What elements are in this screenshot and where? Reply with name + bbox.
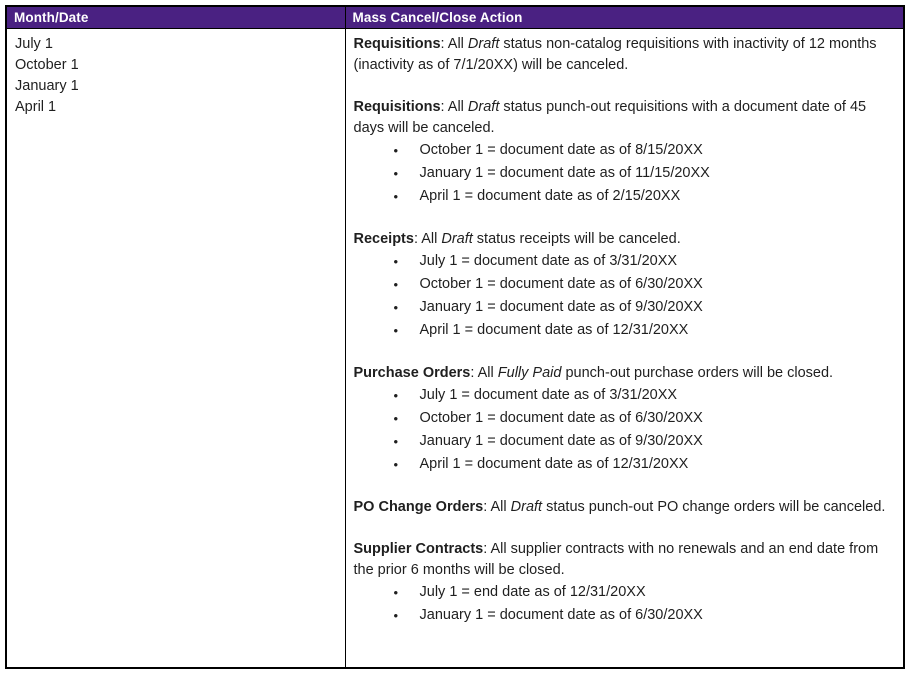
bullet-icon: • — [393, 323, 399, 338]
bullet-icon: • — [393, 411, 399, 426]
list-item — [354, 250, 896, 273]
section-text: : All — [440, 36, 468, 52]
section-text: status punch-out requisitions with a document date of 45 days will be canceled. — [353, 99, 867, 136]
action-section-requisitions-noncatalog — [354, 34, 896, 76]
section-title: Purchase Orders — [353, 365, 471, 381]
bullet-text: April 1 = document date as of 12/31/20XX — [419, 456, 689, 472]
bullet-text: July 1 = document date as of 3/31/20XX — [419, 253, 678, 269]
list-item — [354, 296, 896, 319]
table-body-row — [6, 29, 904, 669]
bullet-text: January 1 = document date as of 9/30/20XX — [419, 299, 703, 315]
table-header-row — [6, 6, 904, 29]
section-text: : All — [413, 231, 442, 247]
section-text: status non-catalog requisitions with inactivity of 12 months (inactivity as of 7/1/20XX) will be canceled. — [353, 36, 877, 73]
bullet-text: January 1 = document date as of 6/30/20XX — [419, 607, 703, 623]
section-italic: Draft — [467, 36, 500, 52]
section-text: : All — [483, 499, 511, 515]
bullet-list — [354, 384, 896, 476]
action-section-po-change-orders — [354, 497, 896, 518]
bullet-icon: • — [393, 300, 399, 315]
section-text: punch-out purchase orders will be closed. — [561, 365, 834, 381]
bullet-text: July 1 = document date as of 3/31/20XX — [419, 387, 678, 403]
section-title: Requisitions — [353, 36, 441, 52]
section-text: : All — [440, 99, 468, 115]
section-title: Receipts — [353, 231, 414, 247]
mass-cancel-close-table — [5, 5, 905, 669]
bullet-icon: • — [393, 457, 399, 472]
bullet-text: April 1 = document date as of 2/15/20XX — [419, 188, 681, 204]
bullet-text: January 1 = document date as of 11/15/20XX — [419, 165, 710, 181]
list-item — [354, 581, 896, 604]
bullet-icon: • — [393, 434, 399, 449]
bullet-icon: • — [393, 585, 399, 600]
list-item — [354, 319, 896, 342]
month-item: July 1 — [15, 36, 53, 52]
bullet-text: July 1 = end date as of 12/31/20XX — [419, 584, 646, 600]
month-item: October 1 — [15, 57, 79, 73]
list-item — [354, 407, 896, 430]
bullet-list — [354, 250, 896, 342]
action-section-purchase-orders — [354, 363, 896, 384]
section-title: Requisitions — [353, 99, 441, 115]
action-section-receipts — [354, 229, 896, 250]
action-section-supplier-contracts — [354, 539, 896, 581]
list-item — [354, 453, 896, 476]
month-item: April 1 — [15, 99, 57, 115]
bullet-text: January 1 = document date as of 9/30/20XX — [419, 433, 703, 449]
list-item — [354, 384, 896, 407]
action-cell — [345, 29, 904, 669]
bullet-list — [354, 139, 896, 208]
list-item — [354, 604, 896, 627]
list-item — [354, 430, 896, 453]
bullet-icon: • — [393, 608, 399, 623]
list-item — [354, 185, 896, 208]
section-italic: Draft — [510, 499, 543, 515]
bullet-icon: • — [393, 277, 399, 292]
bullet-icon: • — [393, 388, 399, 403]
bullet-text: October 1 = document date as of 8/15/20XX — [419, 142, 703, 158]
bullet-icon: • — [393, 189, 399, 204]
bullet-list — [354, 581, 896, 627]
month-item: January 1 — [15, 78, 79, 94]
bullet-icon: • — [393, 143, 399, 158]
list-item — [354, 162, 896, 185]
section-italic: Draft — [467, 99, 500, 115]
section-italic: Fully Paid — [497, 365, 562, 381]
section-title: Supplier Contracts — [353, 541, 484, 557]
bullet-text: April 1 = document date as of 12/31/20XX — [419, 322, 689, 338]
list-item — [354, 139, 896, 162]
action-section-requisitions-punchout — [354, 97, 896, 139]
month-date-cell — [6, 29, 345, 669]
section-italic: Draft — [441, 231, 473, 247]
section-title: PO Change Orders — [353, 499, 484, 515]
column-header-month-date: Month/Date — [6, 6, 345, 29]
column-header-mass-cancel-action: Mass Cancel/Close Action — [345, 6, 904, 29]
section-text: : All — [470, 365, 498, 381]
bullet-icon: • — [393, 254, 399, 269]
bullet-text: October 1 = document date as of 6/30/20XX — [419, 276, 703, 292]
bullet-text: October 1 = document date as of 6/30/20XX — [419, 410, 703, 426]
section-text: status receipts will be canceled. — [472, 231, 681, 247]
section-text: : All supplier contracts with no renewals and an end date from the prior 6 months will be closed. — [353, 541, 879, 578]
list-item — [354, 273, 896, 296]
bullet-icon: • — [393, 166, 399, 181]
section-text: status punch-out PO change orders will be canceled. — [542, 499, 886, 515]
